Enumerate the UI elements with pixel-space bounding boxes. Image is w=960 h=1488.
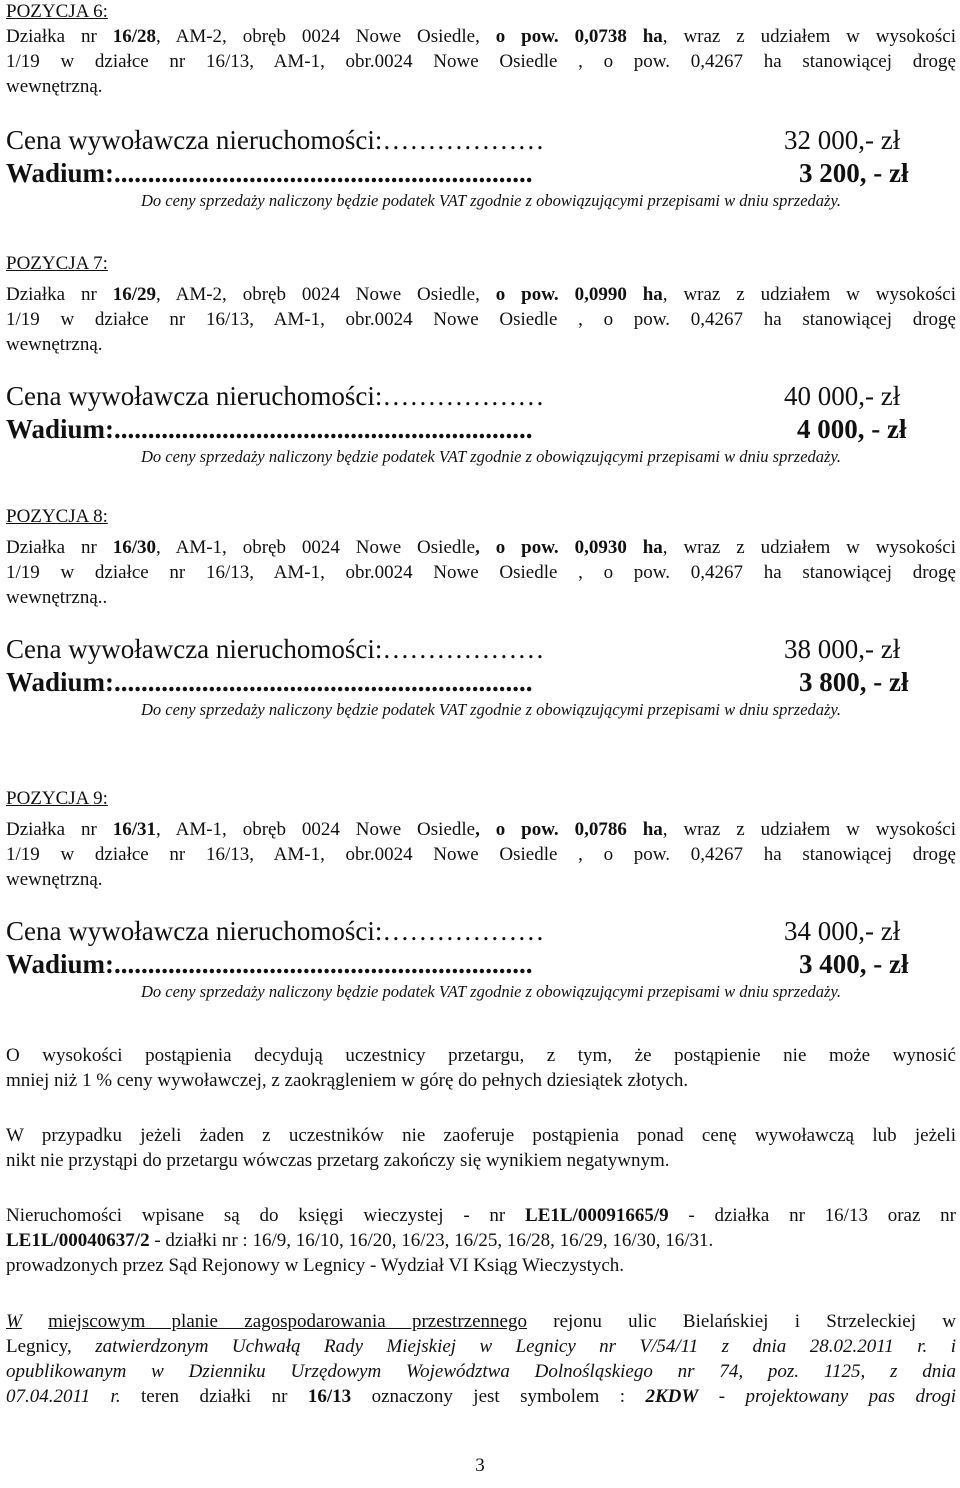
price-value: 34 000,- zł bbox=[784, 916, 901, 946]
position-title: POZYCJA 8: bbox=[6, 506, 108, 527]
wadium-value: 3 200, - zł bbox=[799, 158, 909, 188]
price-value: 40 000,- zł bbox=[784, 381, 901, 411]
price-label: Cena wywoławcza nieruchomości:……………… bbox=[6, 634, 545, 664]
vat-note: Do ceny sprzedaży naliczony będzie podatek VAT zgodnie z obowiązującymi przepisami w dniu sprzedaży. bbox=[141, 447, 841, 466]
wadium-row bbox=[6, 666, 956, 699]
vat-note: Do ceny sprzedaży naliczony będzie podatek VAT zgodnie z obowiązującymi przepisami w dniu sprzedaży. bbox=[141, 982, 841, 1001]
wadium-value: 3 400, - zł bbox=[799, 949, 909, 979]
position-6 bbox=[6, 0, 956, 212]
zoning-plan-paragraph: W miejscowym planie zagospodarowania przestrzennego rejonu ulic Bielańskiej i Strzeleckiej w Legnicy, zatwierdzonym Uchwałą Rady Miejskiej w Legnicy nr V/54/11 z dnia 28.02.2011 r. i opublikowanym w Dzienniku Urzędowym Województwa Dolnośląskiego nr 74, poz. 1125, z dnia 07.04.2011 r. teren działki nr 16/13 oznaczony jest symbolem : 2KDW - projektowany pas drogi bbox=[6, 1311, 957, 1407]
negative-result-paragraph: W przypadku jeżeli żaden z uczestników nie zaoferuje postąpienia ponad cenę wywoławczą lub jeżeli nikt nie przystąpi do przetargu wówczas przetarg zakończy się wynikiem negatywnym. bbox=[6, 1125, 956, 1171]
zoning-plan-link[interactable]: miejscowym planie zagospodarowania przestrzennego bbox=[48, 1311, 527, 1332]
price-label: Cena wywoławcza nieruchomości:……………… bbox=[6, 381, 545, 411]
position-title: POZYCJA 9: bbox=[6, 788, 108, 809]
position-title: POZYCJA 7: bbox=[6, 253, 108, 274]
wadium-label: Wadium:.............................................................. bbox=[6, 414, 533, 444]
price-value: 32 000,- zł bbox=[784, 125, 901, 155]
wadium-row bbox=[6, 948, 956, 981]
plot-description: Działka nr 16/31, AM-1, obręb 0024 Nowe Osiedle, o pow. 0,0786 ha, wraz z udziałem w wysokości 1/19 w działce nr 16/13, AM-1, obr.0024 Nowe Osiedle , o pow. 0,4267 ha stanowiącej drogę wewnętrzną. bbox=[6, 819, 956, 890]
wadium-label: Wadium:.............................................................. bbox=[6, 949, 533, 979]
land-register-paragraph: Nieruchomości wpisane są do księgi wieczystej - nr LE1L/00091665/9 - działka nr 16/13 oraz nr LE1L/00040637/2 - działki nr : 16/9, 16/10, 16/20, 16/23, 16/25, 16/28, 16/29, 16/30, 16/31. prowadzonych przez Sąd Rejonowy w Legnicy - Wydział VI Ksiąg Wieczystych. bbox=[6, 1205, 956, 1276]
wadium-row bbox=[6, 157, 956, 190]
price-value: 38 000,- zł bbox=[784, 634, 901, 664]
bid-increment-paragraph: O wysokości postąpienia decydują uczestnicy przetargu, z tym, że postąpienie nie może wynosić mniej niż 1 % ceny wywoławczej, z zaokrągleniem w górę do pełnych dziesiątek złotych. bbox=[6, 1045, 956, 1091]
price-row bbox=[6, 915, 956, 948]
price-row bbox=[6, 633, 956, 666]
wadium-value: 3 800, - zł bbox=[799, 667, 909, 697]
vat-note: Do ceny sprzedaży naliczony będzie podatek VAT zgodnie z obowiązującymi przepisami w dniu sprzedaży. bbox=[141, 191, 841, 210]
position-title: POZYCJA 6: bbox=[6, 1, 108, 22]
wadium-row bbox=[6, 413, 956, 446]
position-7 bbox=[6, 252, 956, 468]
wadium-label: Wadium:.............................................................. bbox=[6, 158, 533, 188]
plot-description: Działka nr 16/29, AM-2, obręb 0024 Nowe Osiedle, o pow. 0,0990 ha, wraz z udziałem w wysokości 1/19 w działce nr 16/13, AM-1, obr.0024 Nowe Osiedle , o pow. 0,4267 ha stanowiącej drogę wewnętrzną. bbox=[6, 284, 956, 355]
price-label: Cena wywoławcza nieruchomości:……………… bbox=[6, 125, 545, 155]
plot-description: Działka nr 16/30, AM-1, obręb 0024 Nowe Osiedle, o pow. 0,0930 ha, wraz z udziałem w wysokości 1/19 w działce nr 16/13, AM-1, obr.0024 Nowe Osiedle , o pow. 0,4267 ha stanowiącej drogę wewnętrzną.. bbox=[6, 537, 956, 608]
page-number: 3 bbox=[475, 1455, 485, 1476]
wadium-label: Wadium:.............................................................. bbox=[6, 667, 533, 697]
plot-description: Działka nr 16/28, AM-2, obręb 0024 Nowe Osiedle, o pow. 0,0738 ha, wraz z udziałem w wysokości 1/19 w działce nr 16/13, AM-1, obr.0024 Nowe Osiedle , o pow. 0,4267 ha stanowiącej drogę wewnętrzną. bbox=[6, 26, 956, 97]
position-8 bbox=[6, 505, 956, 721]
price-row bbox=[6, 124, 956, 157]
vat-note: Do ceny sprzedaży naliczony będzie podatek VAT zgodnie z obowiązującymi przepisami w dniu sprzedaży. bbox=[141, 700, 841, 719]
price-label: Cena wywoławcza nieruchomości:……………… bbox=[6, 916, 545, 946]
price-row bbox=[6, 380, 956, 413]
position-9 bbox=[6, 787, 956, 1003]
wadium-value: 4 000, - zł bbox=[797, 414, 907, 444]
